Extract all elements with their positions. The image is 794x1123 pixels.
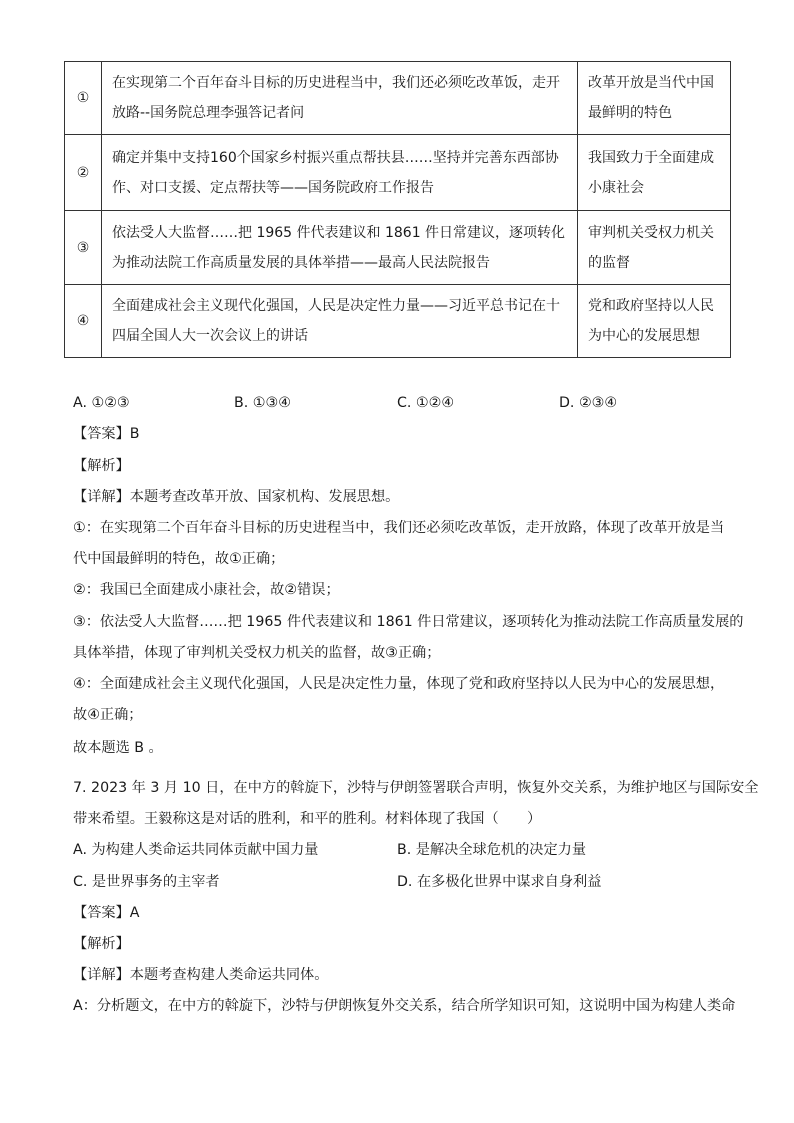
q6-point-4-line-2: 故④正确；: [73, 707, 143, 723]
row-quote: 依法受人大监督……把 1965 件代表建议和 1861 件日常建议，逐项转化为推动法院工作高质量发展的具体举措——最高人民法院报告: [102, 211, 578, 285]
row-point: 审判机关受权力机关的监督: [578, 211, 731, 285]
row-number: ①: [65, 62, 102, 135]
table-row: [65, 211, 731, 285]
q7-analysis-label: 【解析】: [73, 936, 130, 952]
q6-answer: 【答案】B: [73, 426, 140, 442]
row-quote: 全面建成社会主义现代化强国，人民是决定性力量——习近平总书记在十四届全国人大一次会议上的讲话: [102, 285, 578, 358]
row-number: ④: [65, 285, 102, 358]
q7-stem-line-1: 7. 2023 年 3 月 10 日，在中方的斡旋下，沙特与伊朗签署联合声明，恢复外交关系，为维护地区与国际安全: [73, 780, 759, 796]
q6-option-a: A. ①②③: [73, 395, 130, 411]
q6-point-3-line-1: ③：依法受人大监督……把 1965 件代表建议和 1861 件日常建议，逐项转化为推动法院工作高质量发展的: [73, 614, 744, 630]
q6-point-1-line-1: ①：在实现第二个百年奋斗目标的历史进程当中，我们还必须吃改革饭，走开放路，体现了改革开放是当: [73, 520, 725, 536]
q6-option-b: B. ①③④: [234, 395, 291, 411]
row-number: ③: [65, 211, 102, 285]
table-row: [65, 285, 731, 358]
row-point: 党和政府坚持以人民为中心的发展思想: [578, 285, 731, 358]
q6-option-d: D. ②③④: [559, 395, 618, 411]
q7-stem-line-2: 带来希望。王毅称这是对话的胜利，和平的胜利。材料体现了我国（ ）: [73, 811, 542, 827]
q6-option-c: C. ①②④: [397, 395, 455, 411]
q6-analysis-label: 【解析】: [73, 458, 130, 474]
q6-point-1-line-2: 代中国最鲜明的特色，故①正确；: [73, 551, 285, 567]
row-point: 改革开放是当代中国最鲜明的特色: [578, 62, 731, 135]
q6-point-4-line-1: ④：全面建成社会主义现代化强国，人民是决定性力量，体现了党和政府坚持以人民为中心的发展思想，: [73, 676, 725, 692]
q7-option-a: A. 为构建人类命运共同体贡献中国力量: [73, 842, 319, 858]
q6-detail: 【详解】本题考查改革开放、国家机构、发展思想。: [73, 489, 400, 505]
row-quote: 确定并集中支持160个国家乡村振兴重点帮扶县……坚持并完善东西部协作、对口支援、定点帮扶等——国务院政府工作报告: [102, 135, 578, 211]
table-row: [65, 62, 731, 135]
q6-point-2: ②：我国已全面建成小康社会，故②错误；: [73, 582, 340, 598]
q7-option-b: B. 是解决全球危机的决定力量: [397, 842, 587, 858]
q7-option-c: C. 是世界事务的主宰者: [73, 874, 220, 890]
statement-table: [64, 61, 731, 358]
q7-answer: 【答案】A: [73, 905, 140, 921]
q7-point-a: A：分析题文，在中方的斡旋下，沙特与伊朗恢复外交关系，结合所学知识可知，这说明中国为构建人类命: [73, 998, 736, 1014]
table-row: [65, 135, 731, 211]
row-quote: 在实现第二个百年奋斗目标的历史进程当中，我们还必须吃改革饭，走开放路--国务院总理李强答记者问: [102, 62, 578, 135]
row-number: ②: [65, 135, 102, 211]
q7-option-d: D. 在多极化世界中谋求自身利益: [397, 874, 602, 890]
q6-conclusion: 故本题选 B 。: [73, 740, 163, 756]
q7-detail: 【详解】本题考查构建人类命运共同体。: [73, 967, 329, 983]
row-point: 我国致力于全面建成小康社会: [578, 135, 731, 211]
q6-point-3-line-2: 具体举措，体现了审判机关受权力机关的监督，故③正确；: [73, 645, 441, 661]
